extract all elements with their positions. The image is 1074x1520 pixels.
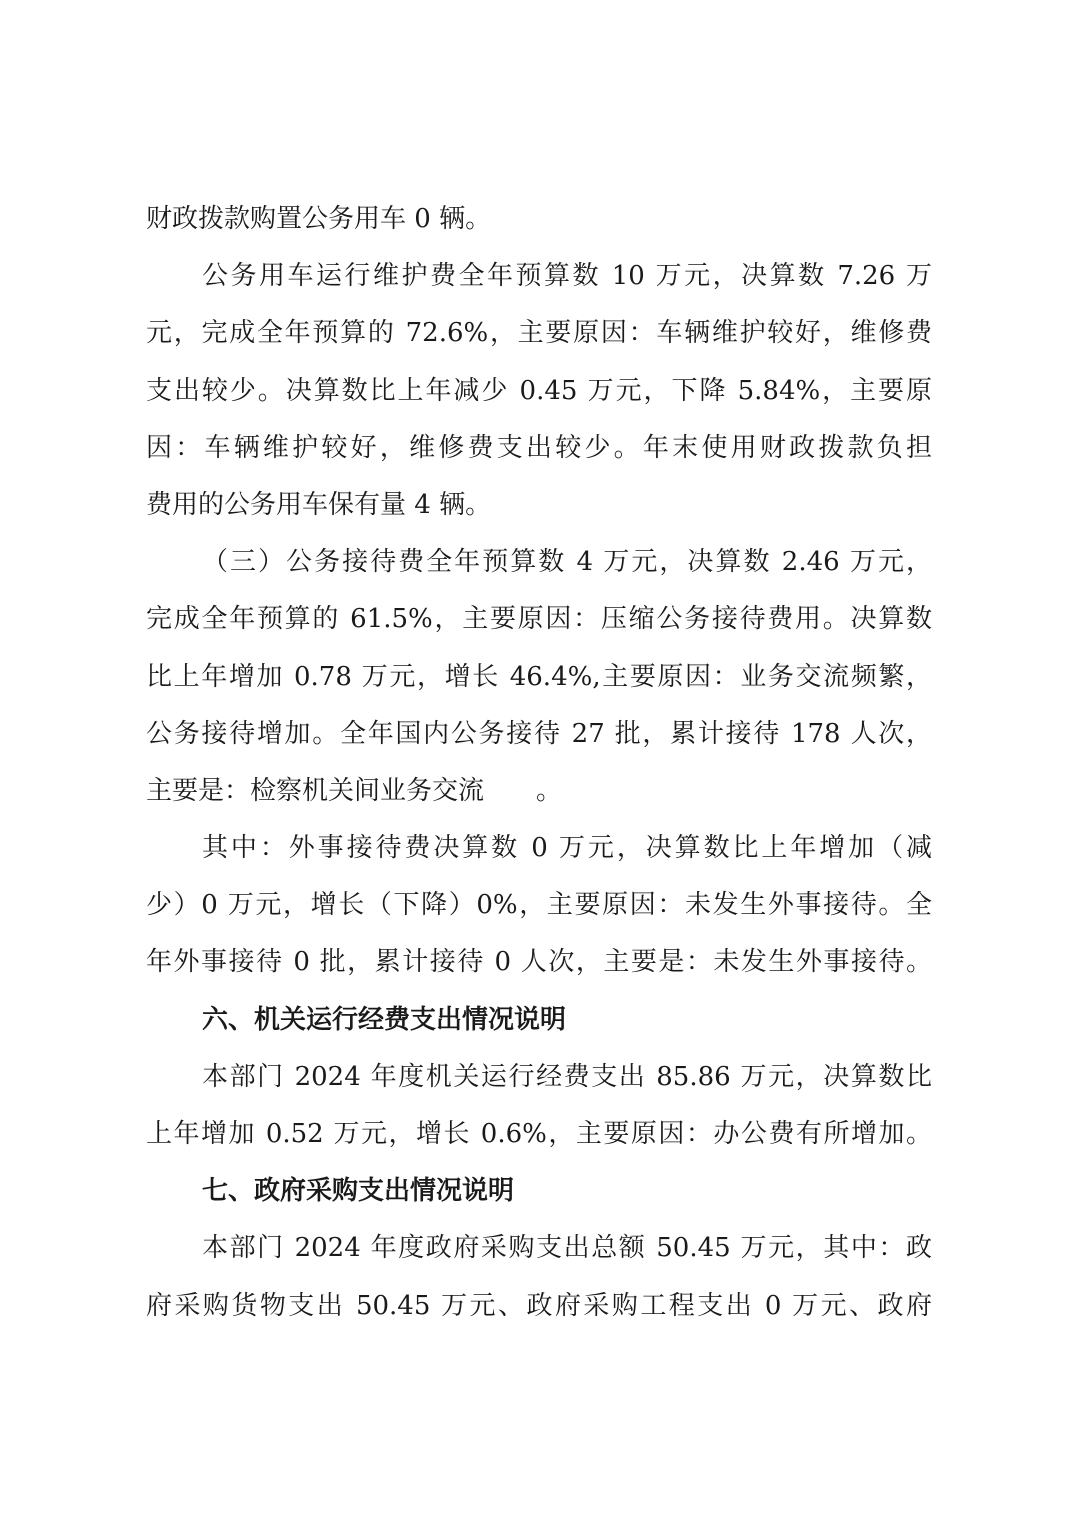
- text-line: 完成全年预算的 61.5%，主要原因：压缩公务接待费用。决算数: [146, 604, 932, 635]
- text-line: 财政拨款购置公务用车 0 辆。: [146, 204, 492, 234]
- text-line: 少）0 万元，增长（下降）0%，主要原因：未发生外事接待。全: [146, 890, 932, 921]
- text-line: 本部门 2024 年度机关运行经费支出 85.86 万元，决算数比: [202, 1061, 932, 1092]
- text-line: 年外事接待 0 批，累计接待 0 人次，主要是：未发生外事接待。: [146, 947, 932, 978]
- text-line: 本部门 2024 年度政府采购支出总额 50.45 万元，其中：政: [202, 1233, 932, 1264]
- text-line: 其中：外事接待费决算数 0 万元，决算数比上年增加（减: [202, 833, 932, 864]
- text-line: （三）公务接待费全年预算数 4 万元，决算数 2.46 万元，: [202, 547, 932, 578]
- text-line: 元，完成全年预算的 72.6%，主要原因：车辆维护较好，维修费: [146, 318, 932, 349]
- section-heading: 六、机关运行经费支出情况说明: [202, 1004, 567, 1035]
- document-page: [146, 191, 932, 1335]
- text-line: 公务用车运行维护费全年预算数 10 万元，决算数 7.26 万: [202, 261, 932, 292]
- text-line: 支出较少。决算数比上年减少 0.45 万元，下降 5.84%，主要原: [146, 375, 932, 406]
- text-line: 上年增加 0.52 万元，增长 0.6%，主要原因：办公费有所增加。: [146, 1119, 932, 1149]
- text-line: 费用的公务用车保有量 4 辆。: [146, 489, 492, 520]
- text-line: 主要是：检察机关间业务交流 。: [146, 775, 563, 806]
- text-line: 因：车辆维护较好，维修费支出较少。年末使用财政拨款负担: [146, 432, 932, 463]
- text-line: 公务接待增加。全年国内公务接待 27 批，累计接待 178 人次，: [146, 718, 932, 749]
- section-heading: 七、政府采购支出情况说明: [202, 1176, 515, 1207]
- text-line: 府采购货物支出 50.45 万元、政府采购工程支出 0 万元、政府: [146, 1290, 932, 1321]
- text-line: 比上年增加 0.78 万元，增长 46.4%,主要原因：业务交流频繁，: [146, 661, 932, 692]
